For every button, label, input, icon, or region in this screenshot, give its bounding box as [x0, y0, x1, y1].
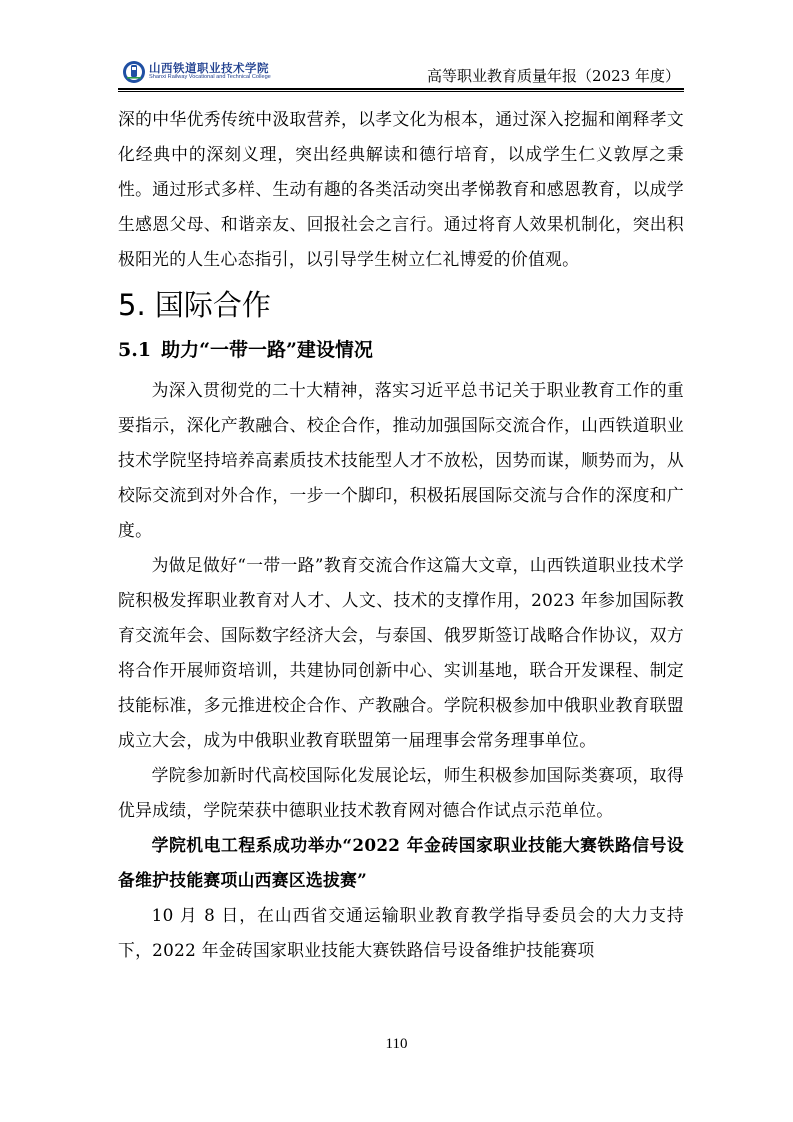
paragraph: 学院参加新时代高校国际化发展论坛，师生积极参加国际类赛项，取得优异成绩，学院荣获中德职业技术教育网对德合作试点示范单位。	[118, 765, 684, 820]
page-number: 110	[385, 1036, 408, 1052]
subsection-title: 助力“一带一路”建设情况	[161, 339, 373, 361]
subsection-heading	[118, 327, 684, 373]
logo-chinese-name: 山西铁道职业技术学院	[149, 61, 269, 75]
paragraph: 为做足做好“一带一路”教育交流合作这篇大文章，山西铁道职业技术学院积极发挥职业教育对人才、人文、技术的支撑作用，2023 年参加国际教育交流年会、国际数字经济大会，与泰国、俄罗斯签订战略合作协议，双方将合作开展师资培训，共建协同创新中心、实训基地，联合开发课程、制定技能标准，多元推进校企合作、产教融合。学院积极参加中俄职业教育联盟成立大会，成为中俄职业教育联盟第一届理事会常务理事单位。	[118, 555, 684, 750]
header-rule	[118, 88, 684, 90]
section-heading: 5. 国际合作	[118, 288, 271, 322]
paragraph-continued: 深的中华优秀传统中汲取营养，以孝文化为根本，通过深入挖掘和阐释孝文化经典中的深刻义理，突出经典解读和德行培育，以成学生仁义敦厚之秉性。通过形式多样、生动有趣的各类活动突出孝悌教育和感恩教育，以成学生感恩父母、和谐亲友、回报社会之言行。通过将育人效果机制化，突出积极阳光的人生心态指引，以引导学生树立仁礼博爱的价值观。	[118, 109, 684, 269]
logo-english-name: Shanxi Railway Vocational and Technical College	[149, 74, 271, 80]
paragraph: 10 月 8 日，在山西省交通运输职业教育教学指导委员会的大力支持下，2022 年金砖国家职业技能大赛铁路信号设备维护技能赛项	[118, 905, 684, 960]
header-rule-thin	[118, 91, 684, 92]
report-title: 高等职业教育质量年报（2023 年度）	[427, 67, 680, 85]
bold-case-title: 学院机电工程系成功举办“2022 年金砖国家职业技能大赛铁路信号设备维护技能赛项山西赛区选拔赛”	[118, 835, 684, 890]
paragraph: 为深入贯彻党的二十大精神，落实习近平总书记关于职业教育工作的重要指示，深化产教融合、校企合作，推动加强国际交流合作，山西铁道职业技术学院坚持培养高素质技术技能型人才不放松，因势而谋，顺势而为，从校际交流到对外合作，一步一个脚印，积极拓展国际交流与合作的深度和广度。	[118, 380, 684, 540]
page-header	[112, 58, 684, 90]
subsection-number: 5.1	[118, 339, 152, 361]
college-logo-icon	[122, 60, 146, 84]
page-body	[118, 102, 684, 968]
